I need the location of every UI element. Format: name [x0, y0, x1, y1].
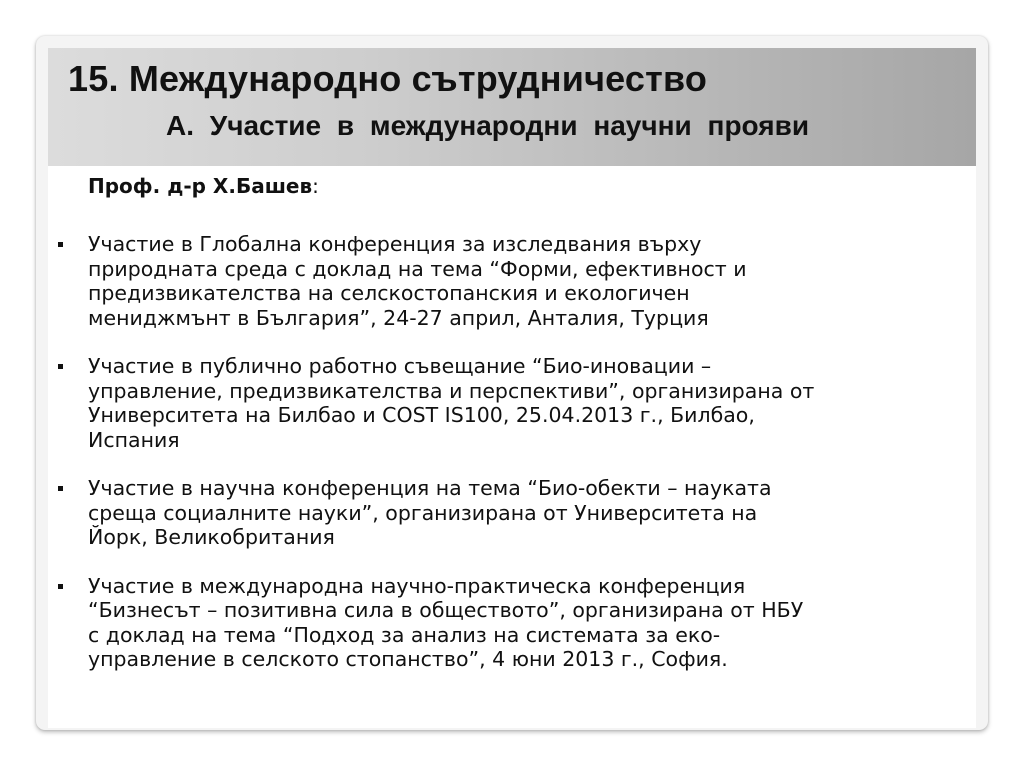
bullet-text-line: Участие в Глобална конференция за изследвания върху: [88, 232, 702, 256]
bullet-item: [52, 574, 962, 672]
square-bullet-icon: [58, 584, 63, 589]
slide-title: 15. Международно сътрудничество: [68, 58, 708, 99]
bullet-text-line: мениджмънт в България”, 24-27 април, Анталия, Турция: [88, 305, 709, 330]
bullet-text-line: “Бизнесът – позитивна сила в обществото”, организирана от НБУ: [88, 598, 804, 622]
author-line: [88, 174, 319, 198]
bullet-text-line: Участие в международна научно-практическа конференция: [88, 573, 746, 598]
bullet-text-line: Испания: [88, 427, 180, 452]
slide-subtitle: А. Участие в международни научни прояви: [166, 110, 810, 141]
square-bullet-icon: [58, 242, 63, 247]
bullet-text-line: Участие в публично работно съвещание “Био-иновации –: [88, 354, 712, 378]
bullet-list: [52, 232, 962, 696]
author-name: Проф. д-р Х.Башев: [88, 174, 313, 198]
bullet-item: [52, 354, 962, 452]
bullet-text-line: среща социалните науки”, организирана от Университета на: [88, 500, 758, 525]
bullet-item: [52, 232, 962, 330]
bullet-text-line: управление, предизвикателства и перспективи”, организирана от: [88, 378, 815, 403]
bullet-item: [52, 476, 962, 550]
bullet-text-line: природната среда с доклад на тема “Форми, ефективност и: [88, 256, 747, 281]
bullet-text-line: Участие в научна конференция на тема “Био-обекти – науката: [88, 476, 772, 500]
bullet-text-line: Университета на Билбао и COST IS100, 25.04.2013 г., Билбао,: [88, 403, 755, 427]
square-bullet-icon: [58, 486, 63, 491]
bullet-text-line: с доклад на тема “Подход за анализ на системата за еко-: [88, 622, 721, 647]
author-suffix: :: [312, 174, 319, 198]
bullet-text-line: управление в селското стопанство”, 4 юни 2013 г., София.: [88, 647, 728, 671]
square-bullet-icon: [58, 364, 63, 369]
bullet-text-line: предизвикателства на селскостопанския и екологичен: [88, 281, 690, 305]
bullet-text-line: Йорк, Великобритания: [88, 525, 335, 549]
